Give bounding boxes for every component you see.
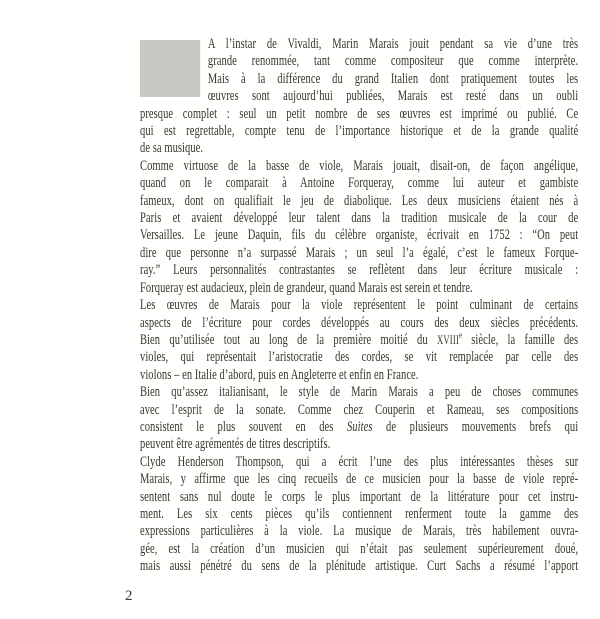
text-line: Forqueray est audacieux, plein de grandeur, quand Marais est serein et tendre.: [140, 279, 473, 296]
text-line: Les œuvres de Marais pour la viole représentent le point culminant de certains: [140, 297, 579, 314]
text-line: de sa musique.: [140, 140, 204, 157]
text-line: aspects de l’écriture pour cordes développés au cours des deux siècles précédents.: [140, 314, 579, 331]
text-line: Paris et avaient développé leur talent dans la tradition musicale de la cour de: [140, 210, 579, 227]
text-line: Mais à la différence du grand Italien dont pratiquement toutes les: [207, 70, 579, 87]
paragraph: [140, 454, 578, 576]
text-line: fameux, dont on qualifiait le jeu de diabolique. Les deux musiciens étaient nés à: [140, 192, 579, 209]
image-placeholder: [140, 40, 200, 97]
page-number: 2: [125, 588, 133, 604]
text-line: sentent sans nul doute le corps le plus important de la littérature pour cet instru-: [140, 488, 579, 505]
text-line: A l’instar de Vivaldi, Marin Marais jouit pendant sa vie d’une très: [207, 36, 579, 52]
text-line: qui est regrettable, compte tenu de l’importance historique et de la grande qualité: [140, 123, 579, 140]
text-line: Marais, y affirme que les cinq recueils de ce musicien pour la basse de viole repré-: [140, 471, 579, 488]
text-line: consistent le plus souvent en des Suites de plusieurs mouvements brefs qui: [140, 418, 579, 435]
text-line: Bien qu’utilisée tout au long de la première moitié du XVIIIe siècle, la famille des: [140, 330, 579, 348]
text-line: Comme virtuose de la basse de viole, Marais jouait, disait-on, de façon angélique,: [140, 157, 579, 174]
text-line: ray.” Leurs personnalités contrastantes se reflètent dans leur écriture musicale :: [140, 262, 579, 279]
text-line: Versailles. Le jeune Daquin, fils du célèbre organiste, écrivait en 1752 : “On peut: [140, 227, 579, 244]
text-line: avec l’esprit de la sonate. Comme chez Couperin et Rameau, ses compositions: [140, 401, 579, 418]
body-text: [140, 36, 578, 576]
text-line: Clyde Henderson Thompson, qui a écrit l’une des plus intéressantes thèses sur: [140, 453, 579, 470]
paragraph: [140, 297, 578, 384]
text-line: mais aussi pénétré du sens de la plénitude artistique. Curt Sachs a résumé l’apport: [140, 558, 579, 575]
text-line: Bien qu’assez italianisant, le style de Marin Marais a peu de choses communes: [140, 384, 579, 401]
text-line: ment. Les six cents pièces qu’ils contiennent renferment toute la gamme des: [140, 505, 579, 522]
text-line: expressions particulières à la viole. La musique de Marais, très habilement ouvra-: [140, 523, 579, 540]
text-line: grande renommée, tant comme compositeur que comme interprète.: [207, 53, 579, 70]
paragraph: [140, 158, 578, 297]
text-line: violons – en Italie d’abord, puis en Angleterre et enfin en France.: [140, 366, 419, 383]
text-line: dire que personne n’a surpassé Marais ; un seul l’a égalé, c’est le fameux Forque-: [140, 244, 579, 261]
paragraph: [140, 384, 578, 454]
text-line: œuvres sont aujourd’hui publiées, Marais est resté dans un oubli: [207, 88, 579, 105]
text-line: violes, qui représentait l’aristocratie des cordes, se vit remplacée par celle des: [140, 349, 579, 366]
text-line: gée, est la création d’un musicien qui n’était pas seulement supérieurement doué,: [140, 540, 579, 557]
text-line: presque complet : seul un petit nombre de ses œuvres est imprimé ou publié. Ce: [140, 105, 579, 122]
paragraph: [140, 36, 578, 158]
text-line: quand on le comparait à Antoine Forqueray, comme lui auteur et gambiste: [140, 175, 579, 192]
text-line: peuvent être agrémentés de titres descriptifs.: [140, 436, 331, 453]
